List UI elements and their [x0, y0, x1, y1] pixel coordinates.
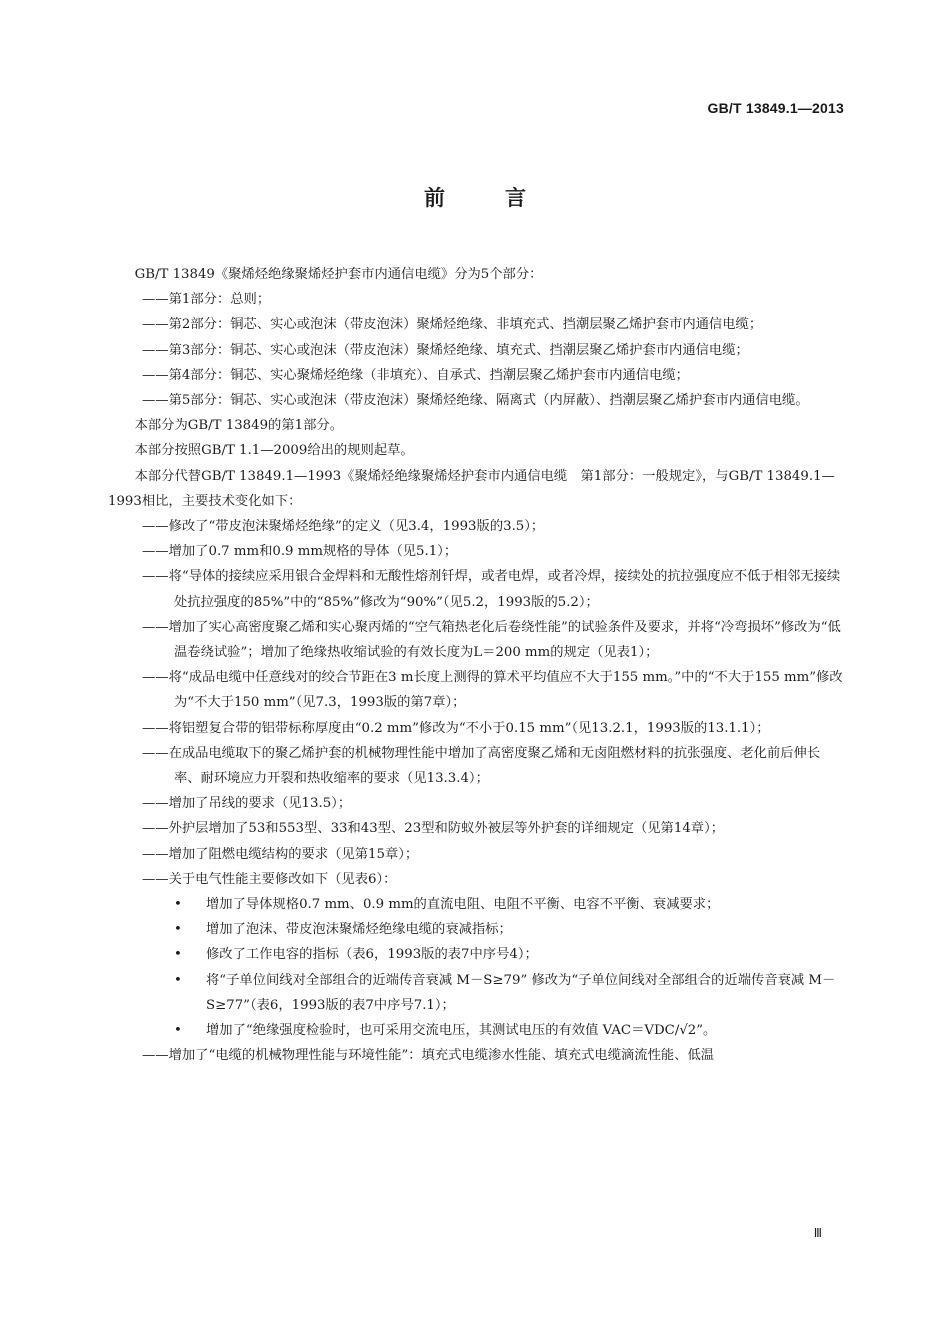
paragraph-text: ——将铝塑复合带的铝带标称厚度由“0.2 mm”修改为“不小于0.15 mm”（见13.2.1，1993版的13.1.1）；: [142, 720, 770, 736]
dash-list-item: [108, 1043, 846, 1068]
dash-list-item: [108, 312, 846, 337]
paragraph-text: ——将“成品电缆中任意线对的绞合节距在3 m长度上测得的算术平均值应不大于155 mm。”中的“不大于155 mm”修改为“不大于150 mm”（见7.3，1993版的第7章）；: [142, 670, 843, 711]
standard-code: GB/T 13849.1—2013: [707, 100, 844, 116]
paragraph-text: ——第3部分：铜芯、实心或泡沫（带皮泡沫）聚烯烃绝缘、填充式、挡潮层聚乙烯护套市内通信电缆；: [142, 342, 749, 358]
paragraph-text: ——第1部分：总则；: [142, 292, 271, 308]
paragraph: [108, 413, 846, 438]
paragraph: [108, 262, 846, 287]
dash-list-item: [108, 363, 846, 388]
page-title: 前言: [424, 186, 586, 210]
paragraph-text: 本部分按照GB/T 1.1—2009给出的规则起草。: [134, 443, 414, 459]
dash-list-item: [108, 741, 846, 791]
paragraph-text: ——增加了实心高密度聚乙烯和实心聚丙烯的“空气箱热老化后卷绕性能”的试验条件及要求，并将“冷弯损坏”修改为“低温卷绕试验”；增加了绝缘热收缩试验的有效长度为L＝200 mm的规定（见表1）；: [142, 619, 841, 661]
paragraph-text: 修改了工作电容的指标（表6，1993版的表7中序号4）；: [206, 947, 538, 963]
paragraph-text: ——增加了阻燃电缆结构的要求（见第15章）；: [142, 846, 419, 862]
bullet-icon: •: [174, 922, 182, 938]
paragraph-text: GB/T 13849《聚烯烃绝缘聚烯烃护套市内通信电缆》分为5个部分：: [134, 267, 543, 282]
dash-list-item: [108, 867, 846, 892]
bullet-icon: •: [174, 947, 182, 963]
page-number: Ⅲ: [813, 1226, 822, 1240]
paragraph-text: ——增加了吊线的要求（见13.5）；: [142, 796, 352, 812]
bullet-list-item: [108, 942, 846, 967]
dash-list-item: [108, 716, 846, 741]
dash-list-item: [108, 564, 846, 614]
dash-list-item: [108, 388, 846, 413]
paragraph-text: ——增加了“电缆的机械物理性能与环境性能”：填充式电缆渗水性能、填充式电缆滴流性能、低温: [142, 1048, 715, 1064]
dash-list-item: [108, 287, 846, 312]
paragraph-text: ——第5部分：铜芯、实心或泡沫（带皮泡沫）聚烯烃绝缘、隔离式（内屏蔽）、挡潮层聚乙烯护套市内通信电缆。: [142, 393, 809, 409]
document-body: [108, 262, 846, 1069]
bullet-icon: •: [174, 897, 182, 913]
dash-list-item: [108, 338, 846, 363]
dash-list-item: [108, 514, 846, 539]
paragraph-text: ——修改了“带皮泡沫聚烯烃绝缘”的定义（见3.4，1993版的3.5）；: [142, 519, 545, 535]
paragraph: [108, 438, 846, 463]
dash-list-item: [108, 791, 846, 816]
paragraph-text: ——外护层增加了53和553型、33和43型、23型和防蚁外被层等外护套的详细规定（见第14章）；: [142, 821, 725, 837]
paragraph-text: 增加了导体规格0.7 mm、0.9 mm的直流电阻、电阻不平衡、电容不平衡、衰减要求；: [206, 897, 720, 913]
paragraph-text: ——关于电气性能主要修改如下（见表6）：: [142, 871, 397, 887]
paragraph-text: ——在成品电缆取下的聚乙烯护套的机械物理性能中增加了高密度聚乙烯和无卤阻燃材料的抗张强度、老化前后伸长率、耐环境应力开裂和热收缩率的要求（见13.3.4）；: [142, 745, 821, 787]
bullet-icon: •: [174, 972, 182, 988]
paragraph-text: 本部分代替GB/T 13849.1—1993《聚烯烃绝缘聚烯烃护套市内通信电缆 第1部分：一般规定》，与GB/T 13849.1—1993相比，主要技术变化如下：: [108, 468, 835, 509]
bullet-list-item: [108, 1018, 846, 1043]
paragraph-text: ——第4部分：铜芯、实心聚烯烃绝缘（非填充）、自承式、挡潮层聚乙烯护套市内通信电缆；: [142, 367, 689, 383]
paragraph-text: ——增加了0.7 mm和0.9 mm规格的导体（见5.1）；: [142, 544, 458, 560]
bullet-list-item: [108, 917, 846, 942]
dash-list-item: [108, 665, 846, 715]
dash-list-item: [108, 615, 846, 665]
dash-list-item: [108, 816, 846, 841]
dash-list-item: [108, 842, 846, 867]
paragraph-text: ——第2部分：铜芯、实心或泡沫（带皮泡沫）聚烯烃绝缘、非填充式、挡潮层聚乙烯护套市内通信电缆；: [142, 317, 763, 333]
paragraph-text: 将“子单位间线对全部组合的近端传音衰减 M－S≥79” 修改为“子单位间线对全部组合的近端传音衰减 M－S≥77”（表6，1993版的表7中序号7.1）；: [206, 972, 836, 1013]
dash-list-item: [108, 539, 846, 564]
bullet-list-item: [108, 892, 846, 917]
paragraph-text: 本部分为GB/T 13849的第1部分。: [134, 418, 343, 434]
bullet-list-item: [108, 968, 846, 1018]
paragraph: [108, 464, 846, 514]
paragraph-text: ——将“导体的接续应采用银合金焊料和无酸性熔剂钎焊，或者电焊，或者冷焊，接续处的抗拉强度应不低于相邻无接续处抗拉强度的85%”中的“85%”修改为“90%”（见5.2，1993版的5.2）；: [142, 569, 841, 610]
bullet-icon: •: [174, 1023, 182, 1039]
paragraph-text: 增加了“绝缘强度检验时，也可采用交流电压，其测试电压的有效值 VAC＝VDC/√2”。: [206, 1023, 717, 1039]
paragraph-text: 增加了泡沫、带皮泡沫聚烯烃绝缘电缆的衰减指标；: [206, 922, 512, 938]
